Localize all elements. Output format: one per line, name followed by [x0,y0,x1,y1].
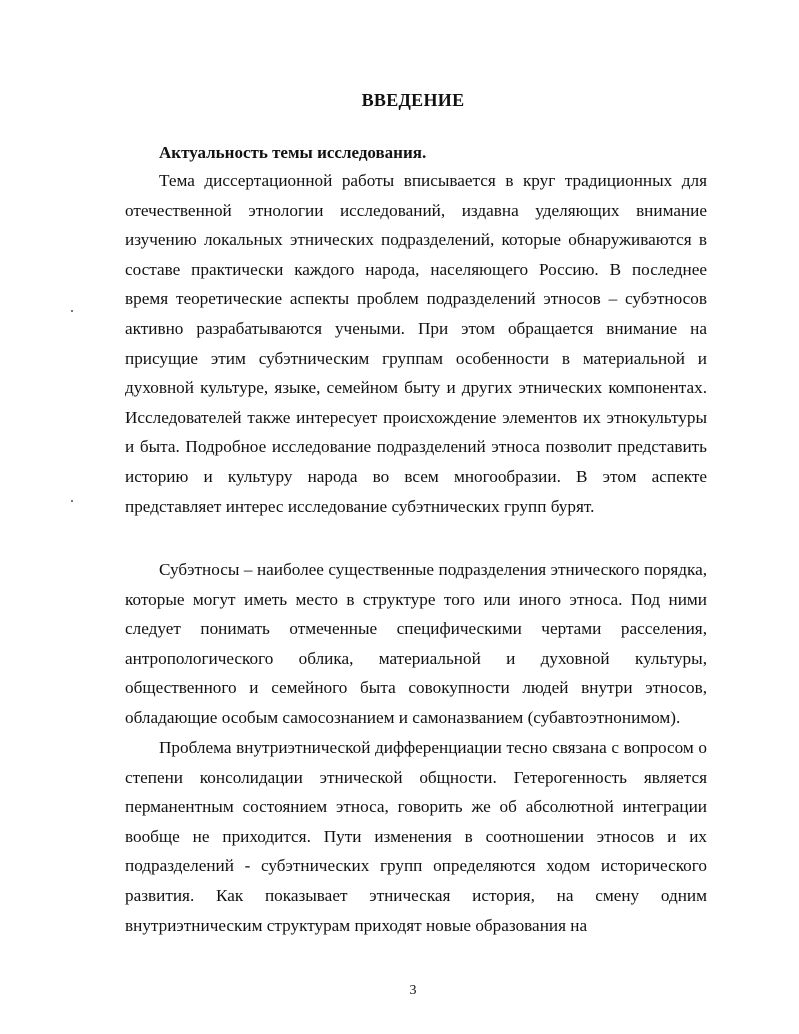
paragraph-3: Проблема внутриэтнической дифференциации тесно связана с вопросом о степени консолидации этнической общности. Гетерогенность является перманентным состоянием этноса, говорить же об абсолютной интеграции вообще не приходится. Пути изменения в соотношении этносов и их подразделений - субэтнических групп определяются ходом исторического развития. Как показывает этническая история, на смену одним внутриэтническим структурам приходят новые образования на [125,738,707,935]
paragraph-2-block [125,555,707,733]
paragraph-3-block [125,733,707,940]
section-heading: ВВЕДЕНИЕ [361,90,465,110]
paragraph-1: Тема диссертационной работы вписывается в круг традиционных для отечественной этнологии исследований, издавна уделяющих внимание изучению локальных этнических подразделений, которые обнаруживаются в составе практически каждого народа, населяющего Россию. В последнее время теоретические аспекты проблем подразделений этносов – субэтносов активно разрабатываются учеными. При этом обращается внимание на присущие этим субэтническим группам особенности в материальной и духовной культуре, языке, семейном быту и других этнических компонентах. Исследователей также интересует происхождение элементов их этнокультуры и быта. Подробное исследование подразделений этноса позволит представить историю и культуру народа во всем многообразии. В этом аспекте представляет интерес исследование субэтнических групп бурят. [125,171,707,516]
subsection-heading: Актуальность темы исследования. [159,143,427,162]
page-number: 3 [409,983,417,998]
scan-speck [71,500,73,502]
paragraph-2: Субэтносы – наиболее существенные подразделения этнического порядка, которые могут иметь место в структуре того или иного этноса. Под ними следует понимать отмеченные специфическими чертами расселения, антропологического облика, материальной и духовной культуры, общественного и семейного быта совокупности людей внутри этносов, обладающие особым самосознанием и самоназванием (субавтоэтнонимом). [125,560,707,727]
paragraph-1-block [125,166,707,521]
scan-speck [71,310,73,312]
